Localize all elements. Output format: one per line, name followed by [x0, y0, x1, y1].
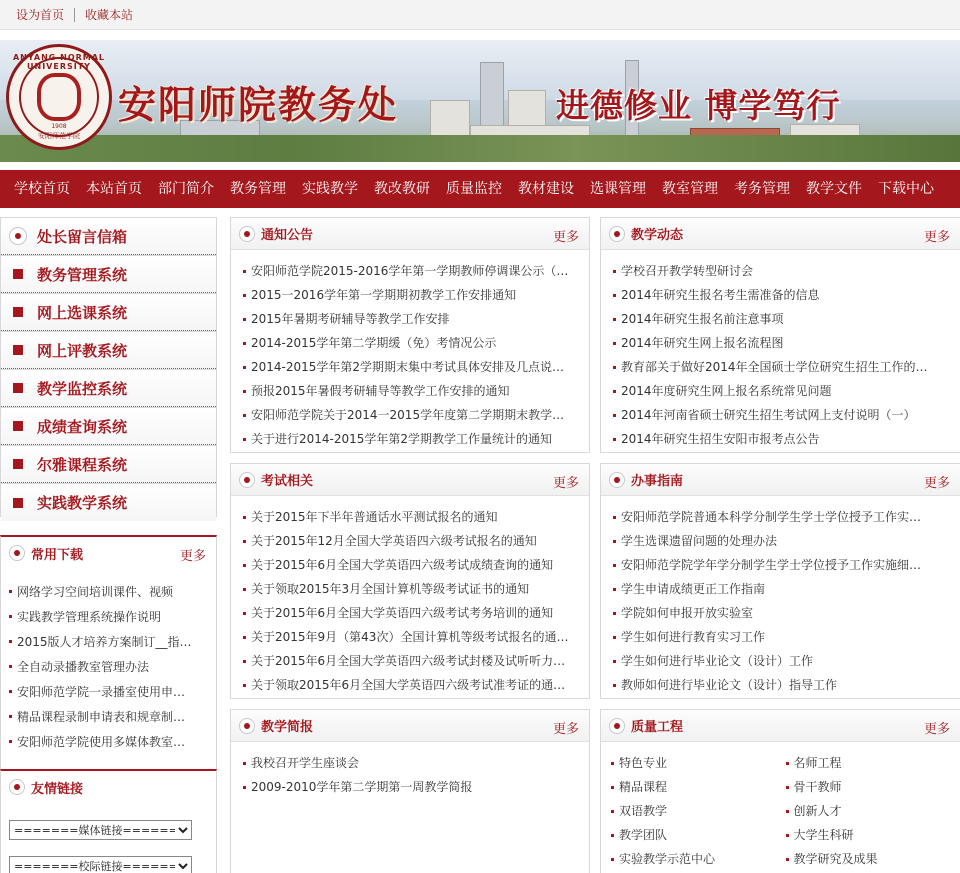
panel-title: 常用下载: [31, 547, 84, 563]
sidebar-item-system[interactable]: [1, 255, 216, 293]
banner-trees: [0, 135, 960, 162]
nav-item-course-selection[interactable]: 选课管理: [590, 181, 646, 197]
bullet-icon: [243, 270, 246, 273]
list-item[interactable]: 教师如何进行毕业论文（设计）指导工作: [613, 673, 960, 697]
square-bullet-icon: [13, 383, 23, 393]
dynamics-list: [601, 250, 960, 451]
list-item[interactable]: 关于2015年6月全国大学英语四六级考试封楼及试听听力…: [243, 649, 589, 673]
bullet-icon: [243, 588, 246, 591]
bullet-icon: [786, 834, 789, 837]
briefs-list: [231, 742, 589, 799]
seal-year: 1908: [51, 123, 67, 130]
nav-item-site-home[interactable]: 本站首页: [86, 181, 142, 197]
quality-engineering-panel: [600, 709, 960, 873]
list-item[interactable]: 关于2015年6月全国大学英语四六级考试考务培训的通知: [243, 601, 589, 625]
nav-item-classrooms[interactable]: 教室管理: [662, 181, 718, 197]
bullet-icon: [243, 414, 246, 417]
set-homepage-link[interactable]: 设为首页: [16, 8, 65, 22]
bullet-icon: [613, 564, 616, 567]
bullet-icon: [611, 786, 614, 789]
list-item[interactable]: 安阳师范学院一录播室使用申…: [9, 679, 216, 704]
sidebar-item-system[interactable]: [1, 407, 216, 445]
sidebar-item-label: 教务管理系统: [37, 265, 128, 284]
list-item[interactable]: 学生选课遗留问题的处理办法: [613, 529, 960, 553]
nav-item-textbooks[interactable]: 教材建设: [518, 181, 574, 197]
list-item[interactable]: 2015版人才培养方案制订__指…: [9, 629, 216, 654]
sidebar-item-label: 实践教学系统: [37, 494, 128, 512]
bullet-icon: [609, 226, 625, 242]
sidebar-item-label: 处长留言信箱: [37, 227, 128, 246]
sidebar-item-system[interactable]: [1, 483, 216, 521]
bullet-icon: [243, 438, 246, 441]
bullet-icon: [243, 660, 246, 663]
square-bullet-icon: [13, 345, 23, 355]
bullet-icon: [9, 740, 12, 743]
list-item[interactable]: 2014年研究生报名考生需准备的信息: [613, 283, 960, 307]
list-item[interactable]: 学生申请成绩更正工作指南: [613, 577, 960, 601]
friend-links-panel: [0, 769, 217, 873]
bullet-icon: [613, 612, 616, 615]
more-link[interactable]: 更多: [179, 549, 206, 564]
nav-item-teaching-documents[interactable]: 教学文件: [806, 181, 862, 197]
sidebar-item-label: 网上评教系统: [37, 341, 128, 360]
list-item[interactable]: 2014年度研究生网上报名系统常见问题: [613, 379, 960, 403]
list-item[interactable]: 关于领取2015年3月全国计算机等级考试证书的通知: [243, 577, 589, 601]
sidebar-item-label: 尔雅课程系统: [37, 455, 128, 474]
bullet-icon: [611, 858, 614, 861]
more-link[interactable]: 更多: [552, 230, 579, 245]
panel-title: 考试相关: [261, 474, 314, 489]
list-item[interactable]: 关于2015年12月全国大学英语四六级考试报名的通知: [243, 529, 589, 553]
bullet-icon: [613, 294, 616, 297]
panel-title: 教学动态: [631, 228, 684, 243]
bullet-icon: [613, 366, 616, 369]
square-bullet-icon: [13, 498, 23, 508]
bullet-icon: [613, 414, 616, 417]
bullet-icon: [609, 472, 625, 488]
bullet-icon: [243, 516, 246, 519]
nav-item-exam-affairs[interactable]: 考务管理: [734, 181, 790, 197]
bullet-icon: [786, 858, 789, 861]
more-link[interactable]: 更多: [923, 476, 950, 491]
list-item[interactable]: 关于2015年下半年普通话水平测试报名的通知: [243, 505, 589, 529]
exams-panel: [230, 463, 590, 699]
quality-column: [611, 751, 786, 871]
bullet-icon: [9, 690, 12, 693]
sidebar-item-system[interactable]: [1, 293, 216, 331]
nav-item-downloads[interactable]: 下载中心: [878, 181, 934, 197]
list-item[interactable]: 实验教学示范中心: [611, 847, 786, 871]
panel-header: [601, 464, 960, 496]
sidebar-systems: [0, 217, 217, 517]
bullet-icon: [243, 390, 246, 393]
list-item[interactable]: 精品课程: [611, 775, 786, 799]
list-item[interactable]: 安阳师范学院普通本科学分制学生学士学位授予工作实…: [613, 505, 960, 529]
bullet-icon: [9, 715, 12, 718]
bullet-icon: [613, 342, 616, 345]
list-item[interactable]: 创新人才: [786, 799, 960, 823]
bullet-icon: [9, 590, 12, 593]
list-item[interactable]: 安阳师范学院使用多媒体教室…: [9, 729, 216, 754]
list-item[interactable]: 实践教学管理系统操作说明: [9, 604, 216, 629]
bullet-icon: [243, 294, 246, 297]
panel-title: 教学简报: [261, 720, 314, 735]
panel-title: 办事指南: [631, 474, 684, 489]
panel-title: 质量工程: [631, 720, 684, 735]
bullet-icon: [9, 615, 12, 618]
list-item[interactable]: 安阳师范学院2015-2016学年第一学期教师停调课公示（…: [243, 259, 589, 283]
guide-list: [601, 496, 960, 697]
list-item[interactable]: 2014年河南省硕士研究生招生考试网上支付说明（一）: [613, 403, 960, 427]
nav-item-teaching-reform[interactable]: 教改教研: [374, 181, 430, 197]
list-item[interactable]: 安阳师范学院关于2014一2015学年度第二学期期末教学…: [243, 403, 589, 427]
list-item[interactable]: 精品课程录制申请表和规章制…: [9, 704, 216, 729]
more-link[interactable]: 更多: [923, 230, 950, 245]
divider: [74, 8, 75, 22]
seal-emblem: [37, 73, 81, 121]
panel-header: [231, 218, 589, 250]
nav-item-quality-monitoring[interactable]: 质量监控: [446, 181, 502, 197]
top-utility-bar: [0, 0, 960, 30]
bullet-icon: [243, 318, 246, 321]
sidebar-item-label: 教学监控系统: [37, 379, 128, 398]
sidebar-item-label: 成绩查询系统: [37, 417, 128, 436]
bullet-icon: [613, 588, 616, 591]
media-links-select[interactable]: [9, 820, 192, 840]
links-selects: [1, 803, 216, 873]
list-item[interactable]: 教育部关于做好2014年全国硕士学位研究生招生工作的…: [613, 355, 960, 379]
bullet-icon: [613, 540, 616, 543]
square-bullet-icon: [13, 269, 23, 279]
bullet-icon: [611, 834, 614, 837]
list-item[interactable]: 2014年研究生招生安阳市报考点公告: [613, 427, 960, 451]
bullet-icon: [243, 612, 246, 615]
bullet-icon: [613, 660, 616, 663]
bullet-icon: [786, 810, 789, 813]
sidebar-item-mailbox[interactable]: [1, 217, 216, 255]
sidebar-item-label: 网上选课系统: [37, 303, 128, 322]
service-guide-panel: [600, 463, 960, 699]
notice-panel: [230, 217, 590, 453]
bullet-icon: [786, 786, 789, 789]
university-seal-logo: [6, 44, 112, 150]
sidebar-item-system[interactable]: [1, 445, 216, 483]
list-item[interactable]: 2015一2016学年第一学期期初教学工作安排通知: [243, 283, 589, 307]
teaching-dynamics-panel: [600, 217, 960, 453]
nav-item-department-intro[interactable]: 部门简介: [158, 181, 214, 197]
square-bullet-icon: [13, 459, 23, 469]
list-item[interactable]: 名师工程: [786, 751, 960, 775]
list-item[interactable]: 2014年研究生报名前注意事项: [613, 307, 960, 331]
quality-grid: [601, 742, 960, 871]
notice-list: [231, 250, 589, 451]
list-item[interactable]: 2009-2010学年第二学期第一周教学简报: [243, 775, 589, 799]
bullet-icon: [243, 564, 246, 567]
bullet-icon: [243, 636, 246, 639]
list-item[interactable]: 大学生科研: [786, 823, 960, 847]
download-list: [1, 569, 216, 754]
list-item[interactable]: 教学团队: [611, 823, 786, 847]
bullet-icon: [9, 779, 25, 795]
downloads-panel: [0, 535, 217, 771]
bullet-icon: [613, 318, 616, 321]
list-item[interactable]: 安阳师范学院学年学分制学生学士学位授予工作实施细…: [613, 553, 960, 577]
nav-item-academic-affairs[interactable]: 教务管理: [230, 181, 286, 197]
panel-header: [1, 537, 216, 569]
list-item[interactable]: 2014-2015学年第2学期期末集中考试具体安排及几点说…: [243, 355, 589, 379]
sidebar-item-system[interactable]: [1, 331, 216, 369]
list-item[interactable]: 网络学习空间培训课件、视频: [9, 579, 216, 604]
list-item[interactable]: 2014年研究生网上报名流程图: [613, 331, 960, 355]
more-link[interactable]: 更多: [552, 722, 579, 737]
bullet-icon: [243, 342, 246, 345]
site-slogan: 进德修业 博学笃行: [556, 86, 841, 125]
panel-header: [601, 710, 960, 742]
square-bullet-icon: [13, 307, 23, 317]
school-links-select[interactable]: [9, 856, 192, 873]
list-item[interactable]: 2015年暑期考研辅导等教学工作安排: [243, 307, 589, 331]
list-item[interactable]: 教学研究及成果: [786, 847, 960, 871]
bullet-icon: [239, 226, 255, 242]
list-item[interactable]: 关于2015年9月（第43次）全国计算机等级考试报名的通…: [243, 625, 589, 649]
seal-chinese-name: 安阳师范学院: [38, 132, 80, 140]
main-navigation: [0, 170, 960, 208]
list-item[interactable]: 学生如何进行毕业论文（设计）工作: [613, 649, 960, 673]
quality-column: [786, 751, 960, 871]
list-item[interactable]: 学校召开教学转型研讨会: [613, 259, 960, 283]
bullet-icon: [243, 786, 246, 789]
panel-title: 友情链接: [31, 781, 84, 797]
list-item[interactable]: 预报2015年暑假考研辅导等教学工作安排的通知: [243, 379, 589, 403]
site-title: 安阳师院教务处: [118, 82, 399, 127]
teaching-briefs-panel: [230, 709, 590, 873]
list-item[interactable]: 双语教学: [611, 799, 786, 823]
panel-header: [601, 218, 960, 250]
panel-header: [1, 771, 216, 803]
bullet-icon: [243, 540, 246, 543]
sidebar-item-system[interactable]: [1, 369, 216, 407]
bullet-icon: [613, 270, 616, 273]
bullet-icon: [613, 636, 616, 639]
bullet-icon: [611, 762, 614, 765]
exams-list: [231, 496, 589, 697]
bullet-icon: [9, 227, 27, 245]
bullet-icon: [613, 438, 616, 441]
list-item[interactable]: 2014-2015学年第二学期缓（免）考情况公示: [243, 331, 589, 355]
bullet-icon: [9, 665, 12, 668]
seal-english-name: ANYANG NORMAL UNIVERSITY: [12, 53, 106, 71]
bullet-icon: [243, 366, 246, 369]
list-item[interactable]: 全自动录播教室管理办法: [9, 654, 216, 679]
bullet-icon: [613, 684, 616, 687]
bullet-icon: [786, 762, 789, 765]
nav-item-practice-teaching[interactable]: 实践教学: [302, 181, 358, 197]
more-link[interactable]: 更多: [923, 722, 950, 737]
panel-title: 通知公告: [261, 228, 314, 243]
list-item[interactable]: 关于进行2014-2015学年第2学期教学工作量统计的通知: [243, 427, 589, 451]
bullet-icon: [239, 718, 255, 734]
more-link[interactable]: 更多: [552, 476, 579, 491]
bullet-icon: [613, 516, 616, 519]
nav-item-school-home[interactable]: 学校首页: [14, 181, 70, 197]
list-item[interactable]: 学生如何进行教育实习工作: [613, 625, 960, 649]
panel-header: [231, 710, 589, 742]
list-item[interactable]: 我校召开学生座谈会: [243, 751, 589, 775]
list-item[interactable]: 学院如何申报开放实验室: [613, 601, 960, 625]
banner-building: [430, 100, 470, 140]
bullet-icon: [611, 810, 614, 813]
bullet-icon: [243, 684, 246, 687]
list-item[interactable]: 骨干教师: [786, 775, 960, 799]
list-item[interactable]: 特色专业: [611, 751, 786, 775]
bullet-icon: [613, 390, 616, 393]
bullet-icon: [243, 762, 246, 765]
list-item[interactable]: 关于2015年6月全国大学英语四六级考试成绩查询的通知: [243, 553, 589, 577]
bullet-icon: [9, 545, 25, 561]
bullet-icon: [9, 640, 12, 643]
bullet-icon: [239, 472, 255, 488]
bookmark-link[interactable]: 收藏本站: [85, 8, 134, 22]
list-item[interactable]: 关于领取2015年6月全国大学英语四六级考试准考证的通…: [243, 673, 589, 697]
bullet-icon: [609, 718, 625, 734]
square-bullet-icon: [13, 421, 23, 431]
panel-header: [231, 464, 589, 496]
